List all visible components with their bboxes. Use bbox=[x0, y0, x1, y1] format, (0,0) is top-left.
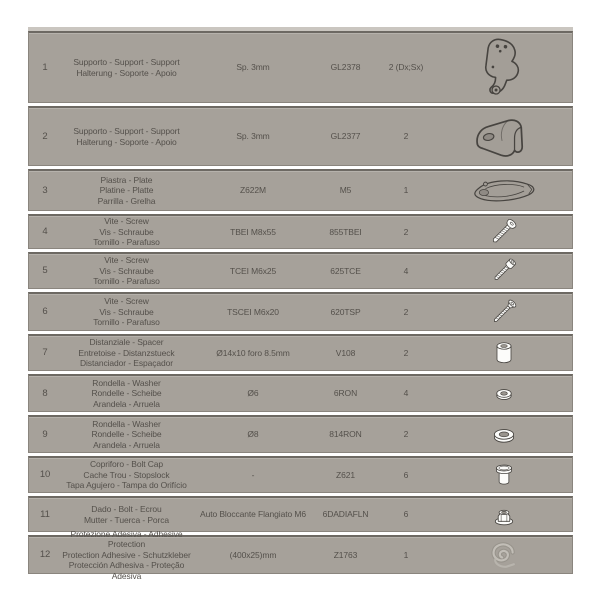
row-description bbox=[61, 504, 192, 525]
description-line: Vite - Screw bbox=[104, 296, 149, 307]
row-code: 625TCE bbox=[330, 265, 361, 276]
row-code: 6DADIAFLN bbox=[322, 509, 369, 520]
description-line: Vite - Screw bbox=[104, 216, 149, 227]
description-line: Supporto - Support - Support bbox=[73, 126, 180, 137]
row-spec: TCEI M6x25 bbox=[229, 265, 277, 276]
row-spec: (400x25)mm bbox=[229, 549, 277, 560]
row-number: 4 bbox=[42, 226, 48, 238]
row-quantity: 6 bbox=[403, 469, 409, 480]
row-code: 855TBEI bbox=[329, 226, 362, 237]
adhesive-roll-icon bbox=[482, 539, 526, 571]
description-line: Rondella - Washer bbox=[92, 418, 161, 429]
row-description bbox=[61, 419, 192, 450]
description-line: Vis - Schraube bbox=[99, 226, 154, 237]
description-line: Vite - Screw bbox=[104, 255, 149, 266]
description-line: Supporto - Support - Support bbox=[73, 57, 180, 68]
row-description bbox=[61, 296, 192, 327]
flange-nut-icon bbox=[484, 500, 524, 530]
bolt-cap-icon bbox=[486, 461, 522, 489]
description-line: Vis - Schraube bbox=[99, 265, 154, 276]
row-icon bbox=[435, 461, 572, 489]
table-row bbox=[28, 415, 573, 453]
parts-table bbox=[28, 27, 573, 581]
table-row bbox=[28, 169, 573, 211]
description-line: Entretoise - Distanzstueck bbox=[78, 347, 175, 358]
row-quantity: 2 bbox=[403, 306, 409, 317]
row-quantity: 1 bbox=[403, 185, 409, 196]
description-line: Protection Adhesive - Schutzkleber bbox=[62, 549, 191, 560]
row-spec: Ø14x10 foro 8.5mm bbox=[216, 347, 290, 358]
row-code: GL2377 bbox=[330, 131, 361, 142]
row-code: 6RON bbox=[333, 388, 358, 399]
row-icon bbox=[435, 338, 572, 368]
row-spec: - bbox=[251, 469, 255, 480]
table-row bbox=[28, 252, 573, 289]
row-number: 1 bbox=[42, 61, 48, 73]
clamp-bracket-icon bbox=[473, 114, 535, 160]
description-line: Platine - Platte bbox=[99, 185, 154, 196]
row-quantity: 2 bbox=[403, 429, 409, 440]
description-line: Tornillo - Parafuso bbox=[93, 237, 160, 248]
description-line: Protezione Adesiva - Adhesive Protection bbox=[70, 529, 183, 550]
row-icon bbox=[435, 174, 572, 208]
description-line: Tornillo - Parafuso bbox=[93, 317, 160, 328]
row-number: 12 bbox=[39, 549, 51, 561]
row-description bbox=[61, 175, 192, 206]
countersunk-screw-icon bbox=[484, 296, 524, 329]
support-bracket-icon bbox=[469, 37, 539, 99]
row-description bbox=[61, 337, 192, 368]
row-icon bbox=[435, 255, 572, 287]
description-line: Rondelle - Scheibe bbox=[91, 388, 162, 399]
row-icon bbox=[435, 500, 572, 530]
row-number: 2 bbox=[42, 130, 48, 142]
table-row bbox=[28, 334, 573, 371]
row-spec: Z622M bbox=[240, 185, 266, 196]
row-description bbox=[61, 378, 192, 409]
description-line: Piastra - Plate bbox=[100, 174, 153, 185]
table-row bbox=[28, 214, 573, 249]
description-line: Tornillo - Parafuso bbox=[93, 276, 160, 287]
row-spec: TBEI M8x55 bbox=[230, 226, 276, 237]
plate-icon bbox=[460, 174, 548, 208]
row-number: 11 bbox=[40, 508, 50, 520]
washer-large-icon bbox=[482, 423, 526, 447]
row-quantity: 6 bbox=[403, 509, 409, 520]
description-line: Rondella - Washer bbox=[92, 377, 161, 388]
description-line: Distanciador - Espaçador bbox=[79, 358, 174, 369]
row-description bbox=[61, 255, 192, 286]
row-code: 814RON bbox=[329, 429, 362, 440]
row-number: 10 bbox=[39, 469, 51, 481]
description-line: Distanziale - Spacer bbox=[89, 337, 164, 348]
washer-icon bbox=[484, 384, 524, 404]
row-description bbox=[61, 57, 192, 78]
row-quantity: 2 bbox=[403, 347, 409, 358]
row-number: 5 bbox=[42, 265, 48, 277]
description-line: Rondelle - Scheibe bbox=[91, 429, 162, 440]
button-head-screw-icon bbox=[484, 216, 524, 249]
row-code: Z621 bbox=[336, 469, 355, 480]
description-line: Cache Trou - Stopslock bbox=[83, 469, 170, 480]
row-spec: TSCEI M6x20 bbox=[227, 306, 279, 317]
row-number: 7 bbox=[42, 347, 48, 359]
row-code: GL2378 bbox=[330, 62, 361, 73]
description-line: Copriforo - Bolt Cap bbox=[89, 459, 164, 470]
row-spec: Sp. 3mm bbox=[236, 62, 270, 73]
table-row bbox=[28, 374, 573, 412]
spacer-icon bbox=[486, 338, 522, 368]
description-line: Tapa Agujero - Tampa do Orifício bbox=[66, 480, 187, 491]
row-code: 620TSP bbox=[330, 306, 361, 317]
table-row bbox=[28, 456, 573, 493]
row-number: 6 bbox=[42, 306, 48, 318]
row-icon bbox=[435, 384, 572, 404]
table-row bbox=[28, 31, 573, 103]
table-row bbox=[28, 106, 573, 166]
description-line: Mutter - Tuerca - Porca bbox=[83, 514, 170, 525]
row-description bbox=[61, 459, 192, 490]
row-icon bbox=[435, 216, 572, 249]
row-icon bbox=[435, 296, 572, 329]
table-row bbox=[28, 292, 573, 331]
socket-head-screw-icon bbox=[484, 255, 524, 287]
row-description bbox=[61, 529, 192, 581]
row-icon bbox=[435, 539, 572, 571]
description-line: Parrilla - Grelha bbox=[97, 195, 156, 206]
table-row bbox=[28, 496, 573, 532]
row-icon bbox=[435, 423, 572, 447]
row-number: 3 bbox=[42, 184, 48, 196]
row-number: 9 bbox=[42, 428, 48, 440]
description-line: Arandela - Arruela bbox=[93, 439, 160, 450]
row-spec: Ø6 bbox=[247, 388, 259, 399]
row-quantity: 4 bbox=[403, 388, 409, 399]
row-icon bbox=[435, 114, 572, 160]
description-line: Halterung - Soporte - Apoio bbox=[76, 136, 177, 147]
row-quantity: 2 bbox=[403, 131, 409, 142]
row-code: V108 bbox=[335, 347, 356, 358]
description-line: Halterung - Soporte - Apoio bbox=[76, 67, 177, 78]
row-spec: Sp. 3mm bbox=[236, 131, 270, 142]
row-quantity: 1 bbox=[403, 549, 409, 560]
description-line: Dado - Bolt - Ecrou bbox=[91, 504, 162, 515]
row-quantity: 4 bbox=[403, 265, 409, 276]
row-code: Z1763 bbox=[333, 549, 358, 560]
row-code: M5 bbox=[339, 185, 352, 196]
table-row bbox=[28, 529, 573, 581]
row-description bbox=[61, 126, 192, 147]
description-line: Protección Adhesiva - Proteção Adesiva bbox=[68, 560, 185, 581]
row-spec: Auto Bloccante Flangiato M6 bbox=[200, 509, 306, 520]
row-spec: Ø8 bbox=[247, 429, 259, 440]
description-line: Arandela - Arruela bbox=[93, 398, 160, 409]
row-quantity: 2 (Dx;Sx) bbox=[388, 62, 424, 73]
description-line: Vis - Schraube bbox=[99, 306, 154, 317]
row-number: 8 bbox=[42, 387, 48, 399]
row-description bbox=[61, 216, 192, 247]
row-icon bbox=[435, 37, 572, 99]
row-quantity: 2 bbox=[403, 226, 409, 237]
